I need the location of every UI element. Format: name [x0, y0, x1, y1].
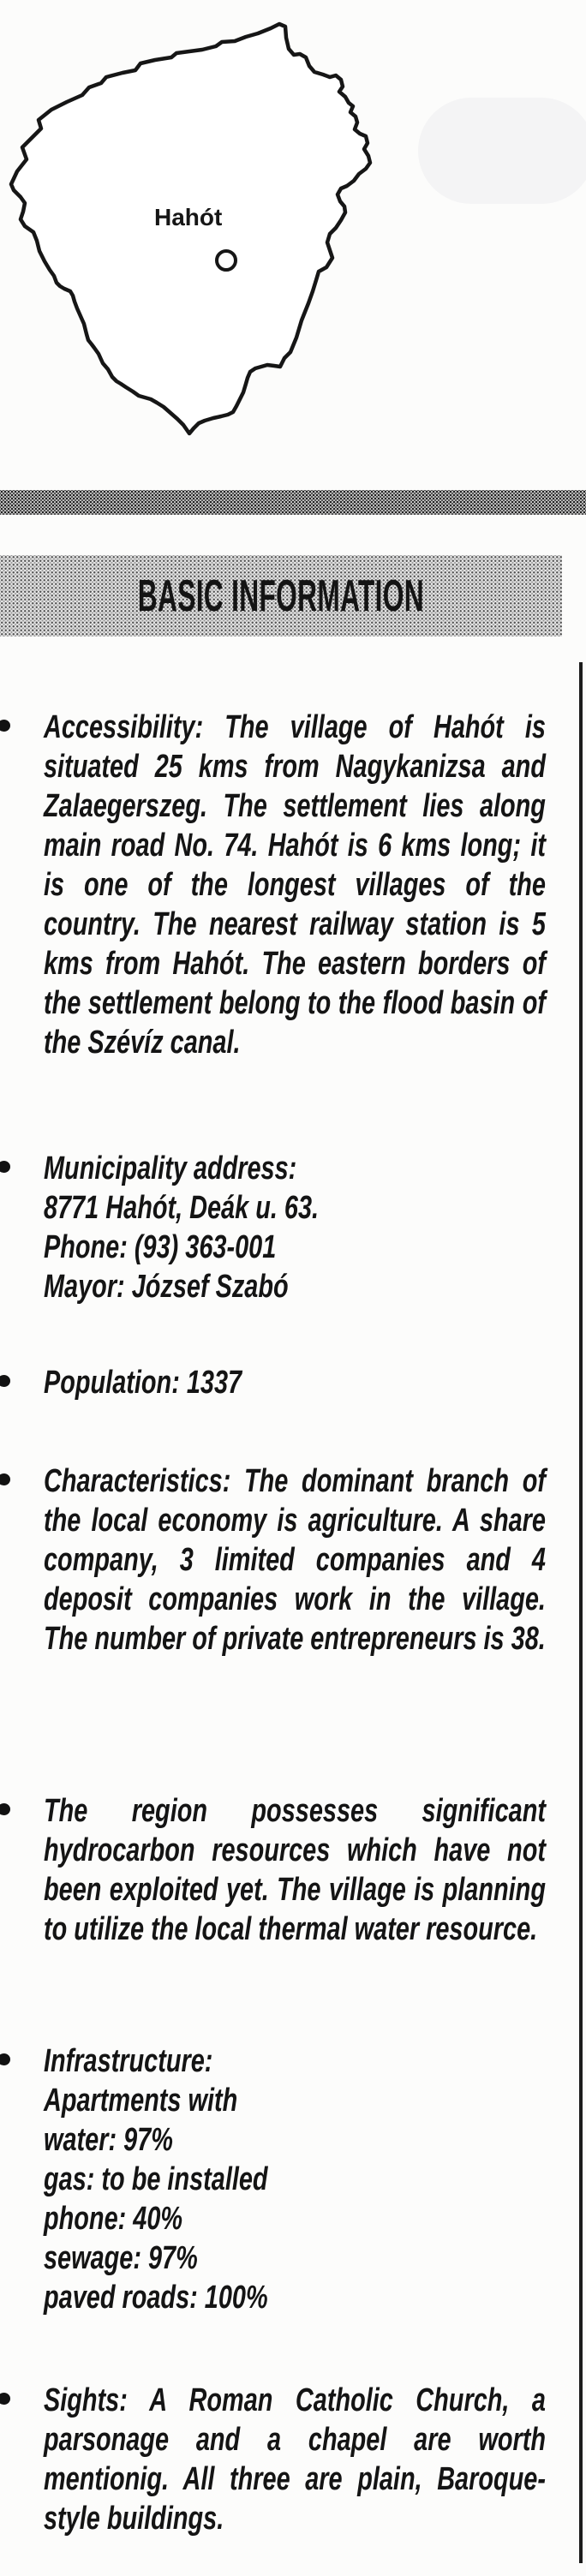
bullet-item-sights	[44, 2381, 546, 2538]
infrastructure-line: gas: to be installed	[44, 2161, 268, 2197]
halftone-divider	[0, 490, 586, 515]
bullet-icon	[0, 1473, 10, 1485]
infrastructure-line: paved roads: 100%	[44, 2280, 268, 2316]
section-title: BASIC INFORMATION	[137, 571, 425, 621]
bullet-item-accessibility	[44, 708, 546, 1062]
bullet-icon	[0, 1375, 10, 1387]
infrastructure-line: Infrastructure:	[44, 2043, 213, 2079]
population-text: Population: 1337	[44, 1365, 242, 1401]
village-map	[0, 0, 394, 480]
infrastructure-line: phone: 40%	[44, 2201, 183, 2237]
bullet-item-municipality-address	[44, 1149, 546, 1306]
bullet-icon	[0, 720, 10, 732]
region-resources-text: The region possesses significant hydrocarbon resources which have not been exploited yet. The village is planning to utilize the local thermal water resource.	[44, 1793, 546, 1947]
municipality-line: Municipality address:	[44, 1151, 297, 1186]
sights-text: Sights: A Roman Catholic Church, a parsonage and a chapel are worth mentionig. All three are plain, Baroque-style buildings.	[44, 2382, 546, 2537]
bullet-icon	[0, 1803, 10, 1815]
municipality-line: Phone: (93) 363-001	[44, 1229, 277, 1265]
scan-artifact-pill	[418, 98, 586, 204]
bullet-icon	[0, 1161, 10, 1173]
bullet-icon	[0, 2393, 10, 2405]
accessibility-text: Accessibility: The village of Hahót is situated 25 kms from Nagykanizsa and Zalaegerszeg. The settlement lies along main road No. 74. Hahót is 6 kms long; it is one of the longest villages of the country. The nearest railway station is 5 kms from Hahót. The eastern borders of the settlement belong to the flood basin of the Szévíz canal.	[44, 709, 546, 1061]
municipality-line: Mayor: József Szabó	[44, 1269, 289, 1305]
infrastructure-line: Apartments with	[44, 2083, 238, 2119]
infrastructure-line: sewage: 97%	[44, 2240, 198, 2276]
bullet-item-population	[44, 1363, 546, 1402]
bullet-item-region-resources	[44, 1791, 546, 1949]
bullet-item-infrastructure	[44, 2041, 546, 2317]
village-marker-icon	[217, 251, 236, 270]
bullet-item-characteristics	[44, 1461, 546, 1659]
infrastructure-line: water: 97%	[44, 2122, 173, 2158]
section-header-band	[0, 555, 562, 637]
bullet-icon	[0, 2053, 10, 2065]
municipality-address-block	[44, 1149, 546, 1306]
infrastructure-block	[44, 2041, 546, 2317]
map-village-label: Hahót	[154, 204, 223, 230]
municipality-line: 8771 Hahót, Deák u. 63.	[44, 1190, 320, 1226]
page-edge-line	[579, 662, 583, 2563]
characteristics-text: Characteristics: The dominant branch of the local economy is agriculture. A share company, 3 limited companies and 4 deposit companies work in the village. The number of private entrepreneurs is 38.	[44, 1463, 546, 1657]
